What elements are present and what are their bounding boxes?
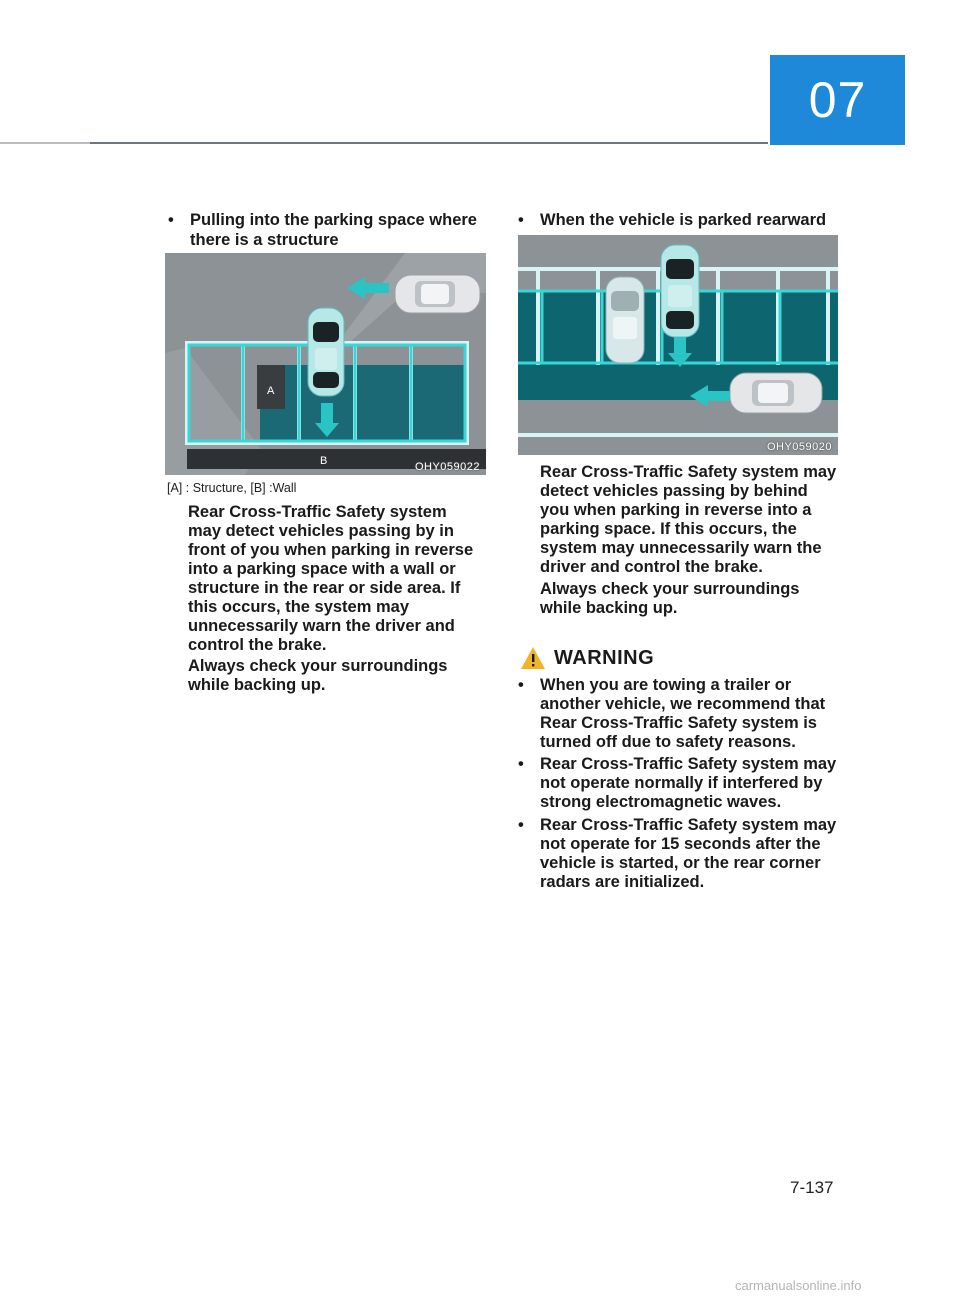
right-bullet-text: When the vehicle is parked rearward [540, 211, 827, 229]
figure-caption: [A] : Structure, [B] :Wall [167, 481, 297, 495]
bullet-dot: • [518, 755, 524, 773]
chapter-tab: 07 [770, 55, 905, 145]
right-bullet [518, 210, 843, 230]
figure-code: OHY059020 [766, 441, 832, 453]
left-paragraph-1: Rear Cross-Traffic Safety system may detect vehicles passing by in front of you when parking in reverse into a parking space with a wall or structure in the rear or side area. If this occurs, the system may unnecessarily warn the driver and control the brake. [188, 503, 474, 654]
figure-code: OHY059022 [414, 461, 480, 473]
warning-title: WARNING [554, 646, 655, 669]
bullet-dot: • [168, 211, 174, 229]
bullet-dot: • [518, 816, 524, 834]
warning-item-text: When you are towing a trailer or another vehicle, we recommend that Rear Cross-Traffic Safety system is turned off due to safety reasons. [540, 676, 826, 751]
watermark: carmanualsonline.info [735, 1278, 862, 1293]
warning-item-3 [518, 816, 843, 892]
warning-item-2 [518, 755, 843, 812]
right-paragraph-2: Always check your surroundings while backing up. [540, 580, 800, 617]
warning-triangle-icon [520, 646, 546, 670]
figure-rearward-illustration [518, 235, 838, 455]
left-paragraph-2: Always check your surroundings while backing up. [188, 657, 448, 694]
figure-rearward-parking [518, 235, 838, 455]
warning-header [520, 644, 654, 672]
page-number: 7-137 [790, 1178, 834, 1197]
bullet-dot: • [518, 676, 524, 694]
right-paragraph-1: Rear Cross-Traffic Safety system may detect vehicles passing by behind you when parking in reverse into a parking space. If this occurs, the system may unnecessarily warn the driver and control the brake. [540, 463, 837, 576]
bullet-dot: • [518, 211, 524, 229]
figure-structure-parking [165, 253, 486, 475]
warning-item-text: Rear Cross-Traffic Safety system may not operate normally if interfered by strong electromagnetic waves. [540, 755, 837, 811]
figure-structure-illustration [165, 253, 486, 475]
header-rule-accent [90, 142, 768, 144]
warning-item-text: Rear Cross-Traffic Safety system may not operate for 15 seconds after the vehicle is started, or the rear corner radars are initialized. [540, 816, 837, 891]
left-bullet [168, 210, 488, 250]
label-b: B [320, 455, 328, 467]
left-bullet-text: Pulling into the parking space where there is a structure [190, 211, 477, 249]
label-a: A [267, 385, 275, 397]
warning-item-1 [518, 676, 843, 752]
